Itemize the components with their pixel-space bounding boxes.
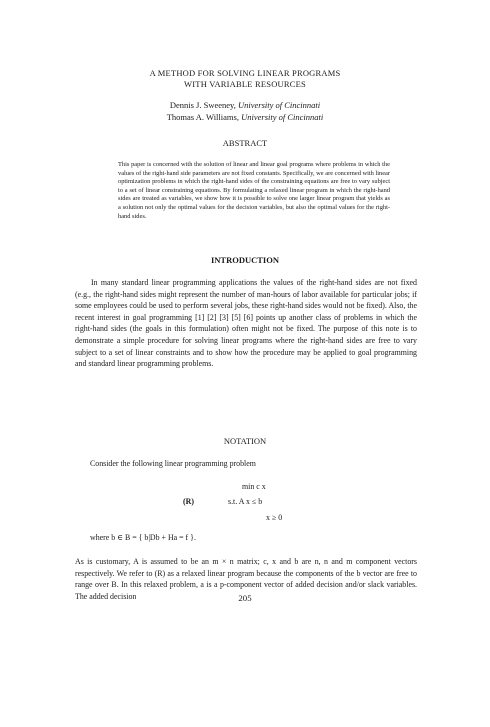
lp-objective: min c x xyxy=(242,482,266,491)
lp-label: (R) xyxy=(183,497,194,506)
paper-title xyxy=(0,68,490,90)
author-2 xyxy=(0,111,490,123)
author-name: Dennis J. Sweeney, xyxy=(169,100,236,110)
lp-constraint: s.t. A x ≤ b xyxy=(228,497,263,506)
author-1 xyxy=(0,99,490,111)
abstract-text: This paper is concerned with the solution of linear and linear goal programs where problems in which the values of the right-hand side parameters are not fixed constants. Specifically, we are concerned with linear optimization problems in which the right-hand sides of the constraining equations are free to vary subject to a set of linear constraining equations. By formulating a relaxed linear program in which the right-hand sides are treated as variables, we show how it is possible to solve one larger linear program that yields as a solution not only the optimal values for the decision variables, but also the optimal values for the right-hand sides. xyxy=(118,161,390,220)
page-number: 205 xyxy=(238,593,252,603)
set-definition: where b ∈ B = { b|Db + Ha = f }. xyxy=(90,533,196,542)
title-line-1: A METHOD FOR SOLVING LINEAR PROGRAMS xyxy=(149,68,341,78)
introduction-heading: INTRODUCTION xyxy=(210,255,279,265)
author-affiliation: University of Cincinnati xyxy=(241,112,324,122)
title-line-2: WITH VARIABLE RESOURCES xyxy=(184,79,306,89)
notation-lead-text: Consider the following linear programming problem xyxy=(90,459,256,468)
author-name: Thomas A. Williams, xyxy=(166,112,239,122)
abstract-heading: ABSTRACT xyxy=(222,138,268,148)
author-list xyxy=(0,99,490,123)
author-affiliation: University of Cincinnati xyxy=(237,100,321,110)
lp-nonnegativity: x ≥ 0 xyxy=(266,513,283,522)
introduction-text: In many standard linear programming applications the values of the right-hand sides are not fixed (e.g., the right-hand sides might represent the number of man-hours of labor available for particular jobs; if some employees could be used to perform several jobs, these right-hand sides would not be fixed). Also, the recent interest in goal programming [1] [2] [3] [5] [6] points up another class of problems in which the right-hand sides (the goals in this formulation) often might not be fixed. The purpose of this note is to demonstrate a simple procedure for solving linear programs where the right-hand sides are free to vary subject to a set of linear constraints and to show how the procedure may be applied to goal programming and standard linear programming problems. xyxy=(75,278,417,369)
notation-paragraph: As is customary, A is assumed to be an m × n matrix; c, x and b are n, n and m component vectors respectively. We refer to (R) as a relaxed linear program because the components of the b vector are free to range over B. In this relaxed problem, a is a p-component vector of added decision and/or slack variables. The added decision xyxy=(75,557,417,601)
notation-heading: NOTATION xyxy=(223,436,267,446)
